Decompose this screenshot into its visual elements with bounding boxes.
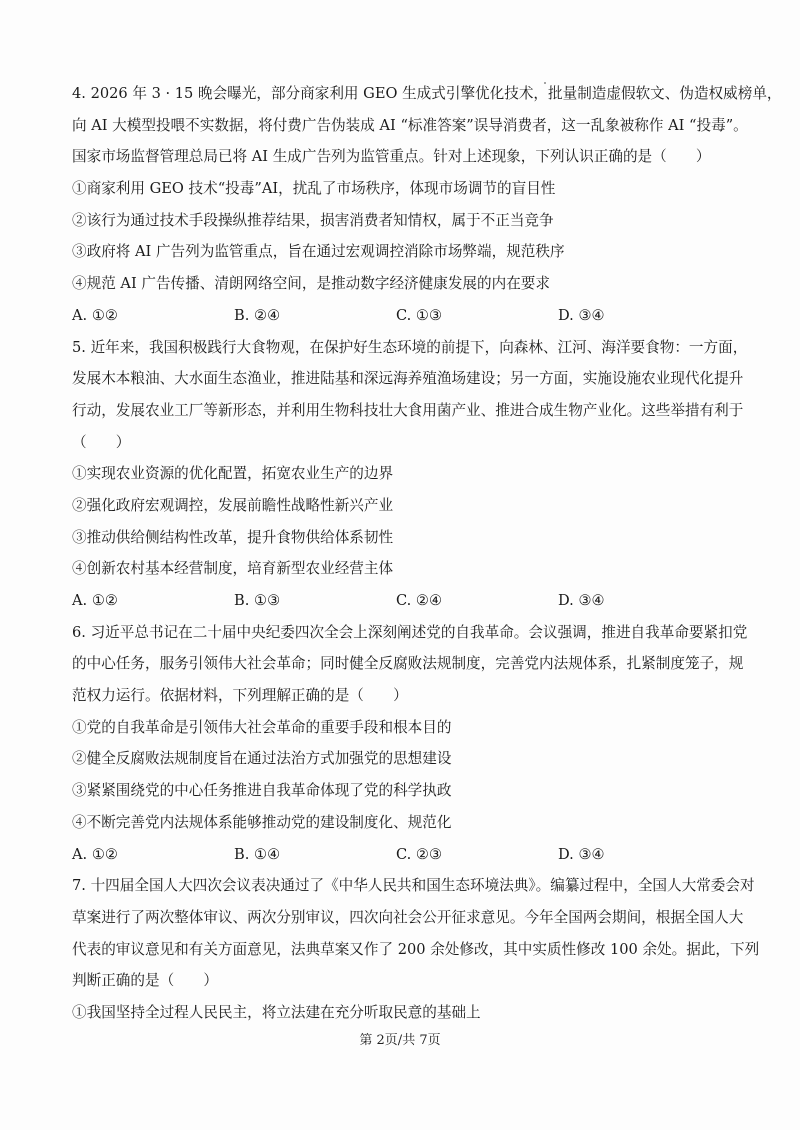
question-stem-first-line: 5. 近年来，我国积极践行大食物观，在保护好生态环境的前提下，向森林、江河、海洋要食物：一方面， — [72, 338, 748, 356]
question-stem-line: 范权力运行。依据材料，下列理解正确的是（ ） — [72, 687, 408, 705]
question-stem-line: 判断正确的是（ ） — [72, 972, 218, 990]
question-stem-line: 向 AI 大模型投喂不实数据，将付费广告伪装成 AI “标准答案”误导消费者，这一乱象被称作 AI “投毒”。 — [72, 116, 748, 134]
answer-option[interactable]: C. ①③ — [396, 306, 443, 324]
statement-item: ②该行为通过技术手段操纵推荐结果，损害消费者知情权，属于不正当竞争 — [72, 211, 554, 229]
statement-item: ④创新农村基本经营制度，培育新型农业经营主体 — [72, 560, 394, 578]
answer-option[interactable]: D. ③④ — [558, 845, 605, 863]
answer-option[interactable]: C. ②③ — [396, 845, 443, 863]
statement-item: ③政府将 AI 广告列为监管重点，旨在通过宏观调控消除市场弊端，规范秩序 — [72, 243, 565, 261]
question-stem-line: 的中心任务，服务引领伟大社会革命；同时健全反腐败法规制度，完善党内法规体系，扎紧制度笼子，规 — [72, 655, 744, 673]
question-block — [72, 623, 748, 865]
answer-option[interactable]: B. ①④ — [234, 845, 281, 863]
answer-option[interactable]: A. ①② — [72, 845, 118, 863]
statement-item: ①实现农业资源的优化配置，拓宽农业生产的边界 — [72, 465, 394, 483]
question-stem-first-line: 6. 习近平总书记在二十届中央纪委四次全会上深刻阐述党的自我革命。会议强调，推进自我革命要紧扣党 — [72, 623, 748, 641]
answer-options — [72, 306, 732, 326]
question-block — [72, 876, 760, 1023]
answer-option[interactable]: C. ②④ — [396, 592, 443, 609]
question-stem-line: （ ） — [72, 433, 131, 451]
question-stem-first-line: 4. 2026 年 3 · 15 晚会曝光，部分商家利用 GEO 生成式引擎优化技术，批量制造虚假软文、伪造权威榜单， — [72, 85, 782, 102]
answer-options — [72, 591, 732, 611]
answer-option[interactable]: D. ③④ — [558, 306, 605, 324]
question-block — [72, 338, 748, 612]
question-stem-line: 国家市场监督管理总局已将 AI 生成广告列为监管重点。针对上述现象，下列认识正确的是（ ） — [72, 148, 711, 166]
statement-item: ①商家利用 GEO 技术“投毒”AI，扰乱了市场秩序，体现市场调节的盲目性 — [72, 180, 556, 198]
answer-option[interactable]: D. ③④ — [558, 592, 605, 609]
answer-option[interactable]: A. ①② — [72, 592, 118, 609]
answer-options — [72, 845, 732, 865]
page-footer: 第 2页/共 7页 — [359, 1033, 441, 1048]
question-stem-line: 行动，发展农业工厂等新形态，并利用生物科技壮大食用菌产业、推进合成生物产业化。这些举措有利于 — [72, 401, 744, 419]
statement-item: ①我国坚持全过程人民民主，将立法建在充分听取民意的基础上 — [72, 1003, 481, 1021]
question-stem-first-line: 7. 十四届全国人大四次会议表决通过了《中华人民共和国生态环境法典》。编纂过程中，全国人大常委会对 — [72, 877, 755, 895]
statement-item: ②健全反腐败法规制度旨在通过法治方式加强党的思想建设 — [72, 750, 452, 768]
statement-item: ③紧紧围绕党的中心任务推进自我革命体现了党的科学执政 — [72, 782, 452, 800]
statement-item: ③推动供给侧结构性改革，提升食物供给体系韧性 — [72, 528, 394, 546]
question-list — [72, 84, 782, 1035]
statement-item: ①党的自我革命是引领伟大社会革命的重要手段和根本目的 — [72, 718, 452, 736]
statement-item: ④不断完善党内法规体系能够推动党的建设制度化、规范化 — [72, 813, 452, 831]
question-stem-line: 发展木本粮油、大水面生态渔业，推进陆基和深远海养殖渔场建设；另一方面，实施设施农业现代化提升 — [72, 370, 744, 388]
answer-option[interactable]: A. ①② — [72, 306, 118, 324]
question-stem-line: 代表的审议意见和有关方面意见，法典草案又作了 200 余处修改，其中实质性修改 100 余处。据此，下列 — [72, 940, 760, 958]
question-block — [72, 84, 782, 326]
answer-option[interactable]: B. ②④ — [234, 306, 281, 324]
question-stem-line: 草案进行了两次整体审议、两次分别审议，四次向社会公开征求意见。今年全国两会期间，根据全国人大 — [72, 908, 744, 926]
answer-option[interactable]: B. ①③ — [234, 592, 281, 609]
statement-item: ④规范 AI 广告传播、清朗网络空间，是推动数字经济健康发展的内在要求 — [72, 275, 550, 293]
statement-item: ②强化政府宏观调控，发展前瞻性战略性新兴产业 — [72, 496, 394, 514]
